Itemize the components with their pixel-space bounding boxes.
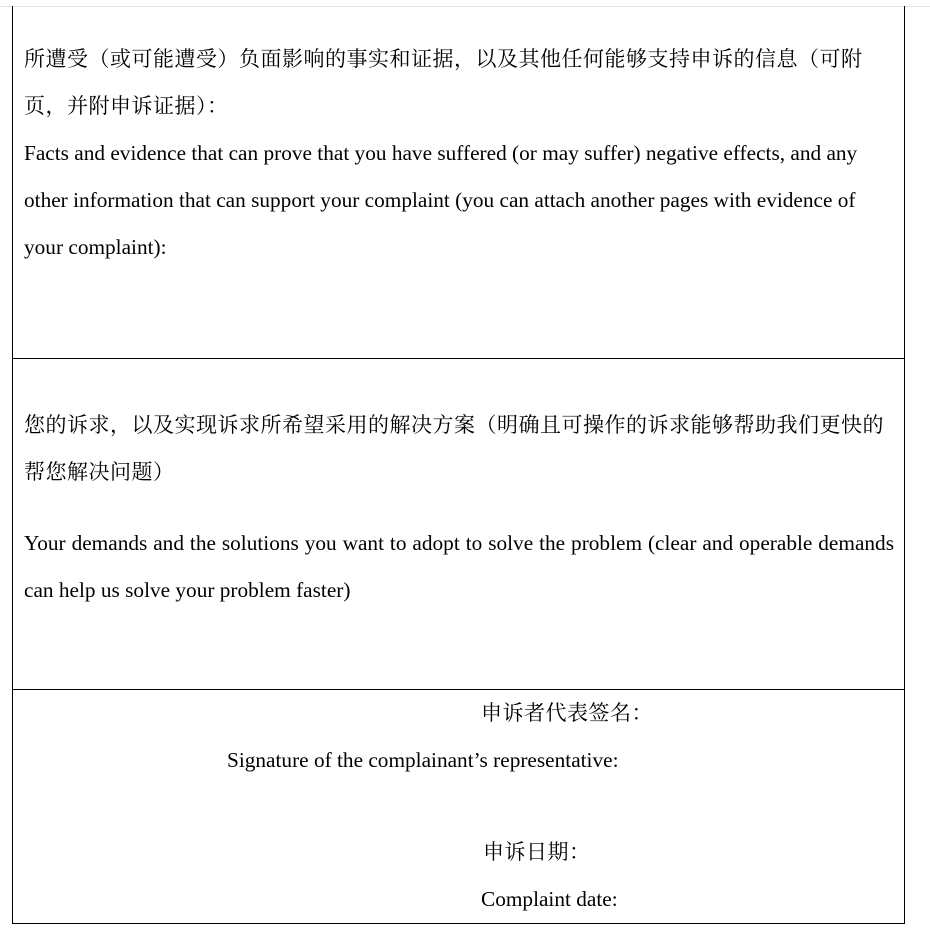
signature-label-zh: 申诉者代表签名： (481, 701, 653, 725)
demands-label-zh: 您的诉求，以及实现诉求所希望采用的解决方案（明确且可操作的诉求能够帮助我们更快的帮您解决问题） (24, 413, 884, 484)
demands-field[interactable] (13, 359, 904, 690)
evidence-field[interactable] (13, 6, 904, 359)
signature-section[interactable] (13, 690, 904, 923)
paragraph-gap (24, 496, 894, 520)
date-label-en: Complaint date: (481, 887, 618, 911)
evidence-label-en: Facts and evidence that can prove that you have suffered (or may suffer) negative effects, and any other information that can support your complaint (you can attach another pages with evidence of your complaint): (24, 141, 858, 259)
date-label-zh: 申诉日期： (483, 840, 591, 864)
evidence-label-zh: 所遭受（或可能遭受）负面影响的事实和证据，以及其他任何能够支持申诉的信息（可附页，并附申诉证据）： (24, 47, 863, 118)
complaint-form-table (12, 6, 905, 924)
signature-label-en: Signature of the complainant’s representative: (227, 748, 619, 772)
demands-label-en: Your demands and the solutions you want to adopt to solve the problem (clear and operable demands can help us solve your problem faster) (24, 531, 894, 602)
